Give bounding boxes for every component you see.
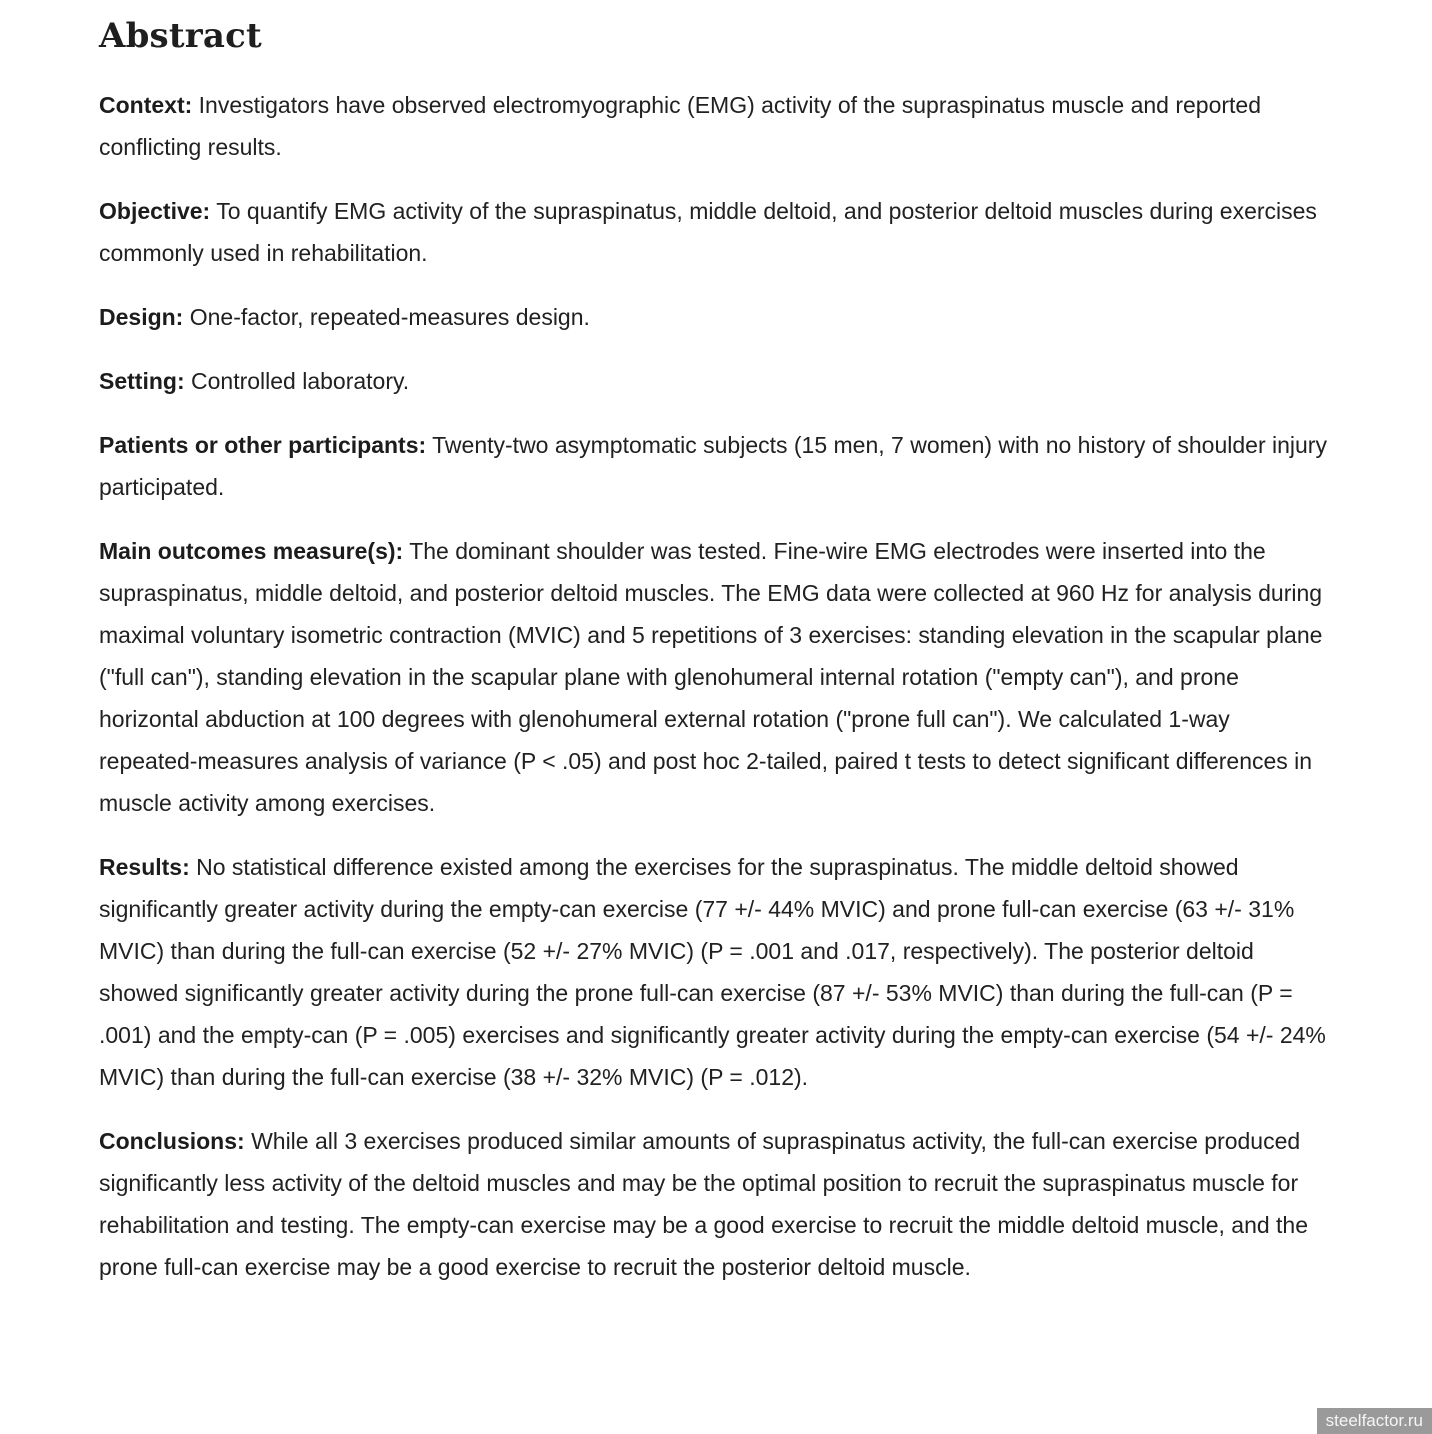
section-results xyxy=(99,846,1327,1098)
section-design xyxy=(99,296,1327,338)
section-design-text: One-factor, repeated-measures design. xyxy=(189,304,590,330)
section-context-text: Investigators have observed electromyographic (EMG) activity of the supraspinatus muscle and reported conflicting results. xyxy=(99,92,1262,160)
section-patients xyxy=(99,424,1327,508)
section-results-text: No statistical difference existed among the exercises for the supraspinatus. The middle deltoid showed significantly greater activity during the empty-can exercise (77 +/- 44% MVIC) and prone full-can exercise (63 +/- 31% MVIC) than during the full-can exercise (52 +/- 27% MVIC) (P = .001 and .017, respectively). The posterior deltoid showed significantly greater activity during the prone full-can exercise (87 +/- 53% MVIC) than during the full-can (P = .001) and the empty-can (P = .005) exercises and significantly greater activity during the empty-can exercise (54 +/- 24% MVIC) than during the full-can exercise (38 +/- 32% MVIC) (P = .012). xyxy=(99,854,1326,1090)
section-patients-label: Patients or other participants: xyxy=(99,432,427,458)
section-results-label: Results: xyxy=(99,854,190,880)
page-title: Abstract xyxy=(99,16,262,56)
section-main-outcomes-label: Main outcomes measure(s): xyxy=(99,538,404,564)
section-design-label: Design: xyxy=(99,304,184,330)
section-context-label: Context: xyxy=(99,92,193,118)
section-setting-label: Setting: xyxy=(99,368,185,394)
section-conclusions-text: While all 3 exercises produced similar amounts of supraspinatus activity, the full-can exercise produced significantly less activity of the deltoid muscles and may be the optimal position to recruit the supraspinatus muscle for rehabilitation and testing. The empty-can exercise may be a good exercise to recruit the middle deltoid muscle, and the prone full-can exercise may be a good exercise to recruit the posterior deltoid muscle. xyxy=(99,1128,1309,1280)
section-main-outcomes-text: The dominant shoulder was tested. Fine-wire EMG electrodes were inserted into the supraspinatus, middle deltoid, and posterior deltoid muscles. The EMG data were collected at 960 Hz for analysis during maximal voluntary isometric contraction (MVIC) and 5 repetitions of 3 exercises: standing elevation in the scapular plane ("full can"), standing elevation in the scapular plane with glenohumeral internal rotation ("empty can"), and prone horizontal abduction at 100 degrees with glenohumeral external rotation ("prone full can"). We calculated 1-way repeated-measures analysis of variance (P < .05) and post hoc 2-tailed, paired t tests to detect significant differences in muscle activity among exercises. xyxy=(99,538,1323,816)
section-conclusions-label: Conclusions: xyxy=(99,1128,245,1154)
section-conclusions xyxy=(99,1120,1327,1288)
section-context xyxy=(99,84,1327,168)
section-setting-text: Controlled laboratory. xyxy=(191,368,410,394)
watermark-badge: steelfactor.ru xyxy=(1317,1408,1432,1434)
section-objective-label: Objective: xyxy=(99,198,211,224)
section-objective xyxy=(99,190,1327,274)
section-patients-text: Twenty-two asymptomatic subjects (15 men, 7 women) with no history of shoulder injury participated. xyxy=(99,432,1327,500)
section-objective-text: To quantify EMG activity of the supraspinatus, middle deltoid, and posterior deltoid muscles during exercises commonly used in rehabilitation. xyxy=(99,198,1317,266)
section-main-outcomes xyxy=(99,530,1327,824)
section-setting xyxy=(99,360,1327,402)
